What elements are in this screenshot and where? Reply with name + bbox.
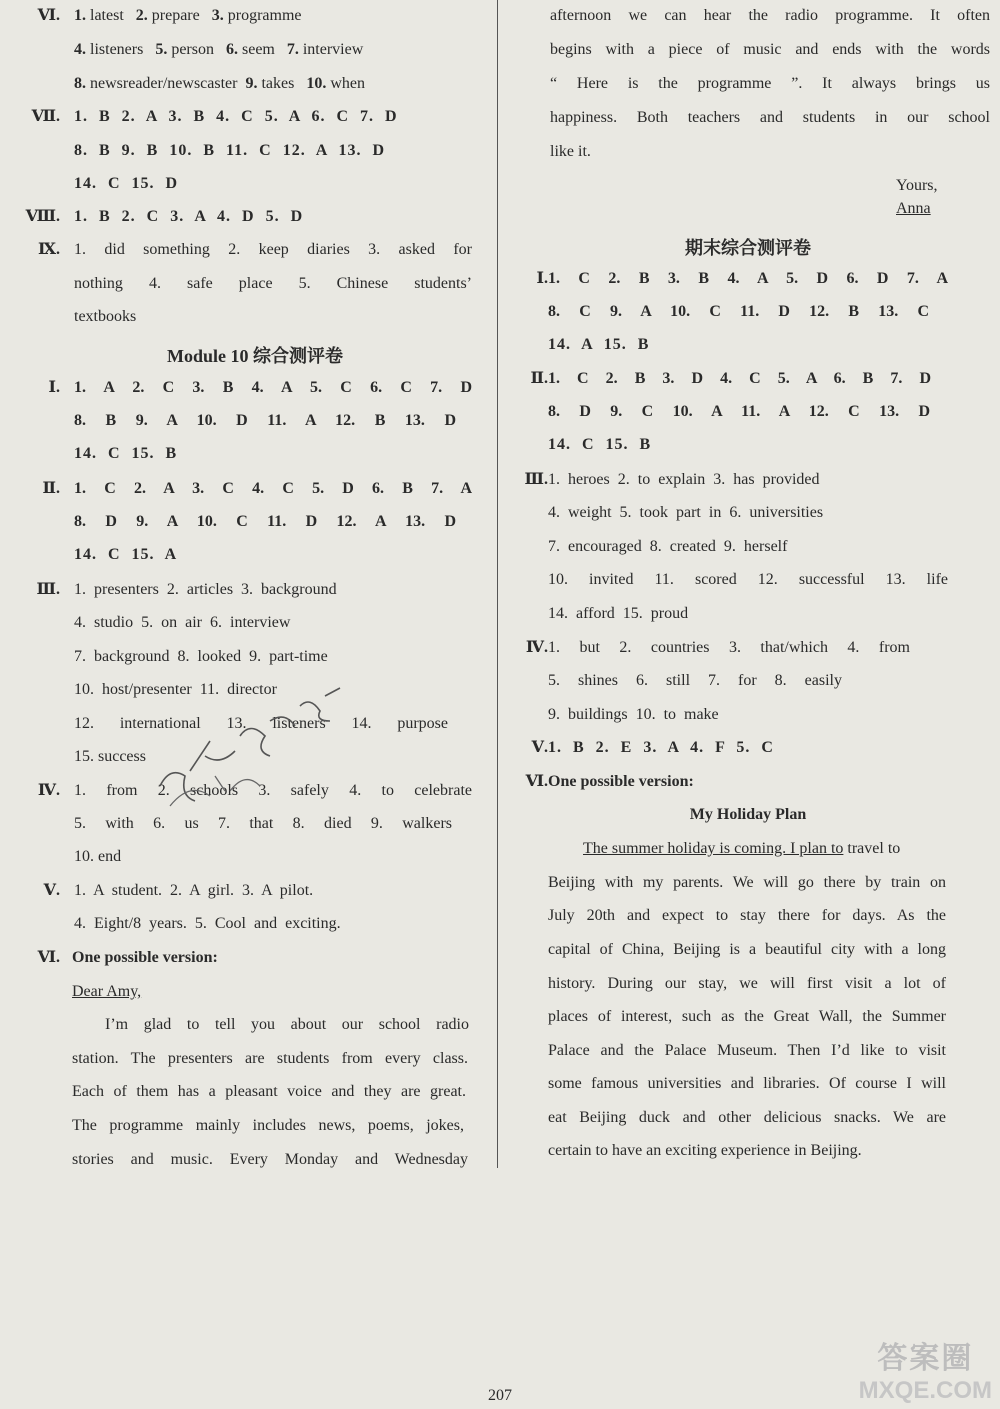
answer-line: 4. weight 5. took part in 6. universities <box>548 504 824 521</box>
answer-line: 8. D 9. C 10. A 11. A 12. C 13. D <box>548 403 930 420</box>
essay-line: Beijing with my parents. We will go there by train on <box>548 874 946 891</box>
answer-line: 1. heroes 2. to explain 3. has provided <box>548 471 820 488</box>
letter-line: The programme mainly includes news, poems, jokes, <box>72 1117 464 1134</box>
letter-line: Each of them has a pleasant voice and they are great. <box>72 1083 466 1100</box>
answer-line: 1. B 2. A 3. B 4. C 5. A 6. C 7. D <box>74 108 398 125</box>
letter-greeting: Dear Amy, <box>72 983 142 1000</box>
answer-line: 8. C 9. A 10. C 11. D 12. B 13. C <box>548 303 929 320</box>
answer-line: 1. C 2. A 3. C 4. C 5. D 6. B 7. A <box>74 480 472 497</box>
section-label: Ⅴ. <box>531 739 548 756</box>
letter-closing: Yours, <box>896 177 938 194</box>
essay-line: capital of China, Beijing is a beautiful city with a long <box>548 941 946 958</box>
letter-line: begins with a piece of music and ends with the words <box>550 41 990 58</box>
answer-line: 7. background 8. looked 9. part-time <box>74 648 328 665</box>
section-label: Ⅵ. <box>37 949 60 966</box>
answer-line: 15. success <box>74 748 146 765</box>
answer-line: 9. buildings 10. to make <box>548 706 719 723</box>
final-exam-title: 期末综合测评卷 <box>685 238 811 258</box>
answer-line: 7. encouraged 8. created 9. herself <box>548 538 788 555</box>
answer-line: 4. listeners 5. person 6. seem 7. interview <box>74 41 364 58</box>
answer-line: 1. did something 2. keep diaries 3. asked for <box>74 241 472 258</box>
page-number: 207 <box>488 1387 512 1404</box>
essay-line: eat Beijing duck and other delicious snacks. We are <box>548 1109 946 1126</box>
answer-line: 5. shines 6. still 7. for 8. easily <box>548 672 842 689</box>
section-heading: One possible version: <box>548 773 694 790</box>
essay-line: The summer holiday is coming. I plan to travel to <box>583 840 901 857</box>
section-label: Ⅳ. <box>37 782 60 799</box>
letter-signature: Anna <box>896 200 931 217</box>
answer-line: 14. C 15. D <box>74 175 179 192</box>
letter-line: like it. <box>550 143 591 160</box>
answer-line: 14. C 15. B <box>548 436 652 453</box>
answer-line: 12. international 13. listeners 14. purpose <box>74 715 448 732</box>
essay-line: history. During our stay, we will first visit a lot of <box>548 975 946 992</box>
answer-line: 14. afford 15. proud <box>548 605 689 622</box>
section-heading: One possible version: <box>72 949 218 966</box>
section-num <box>0 6 60 26</box>
essay-line: July 20th and expect to stay there for days. As the <box>548 907 946 924</box>
essay-line: places of interest, such as the Great Wall, the Summer <box>548 1008 946 1025</box>
answer-line: 14. C 15. B <box>74 445 178 462</box>
answer-line: 10. end <box>74 848 122 865</box>
answer-line: 8. B 9. A 10. D 11. A 12. B 13. D <box>74 412 456 429</box>
section-label: Ⅱ. <box>530 370 548 387</box>
answer-line: 14. A 15. B <box>548 336 650 353</box>
watermark-url: MXQE.COM <box>858 1377 992 1404</box>
handwriting-scribble <box>130 676 370 826</box>
section-label: Ⅵ. <box>525 773 548 790</box>
letter-line: happiness. Both teachers and students in our school <box>550 109 990 126</box>
answer-line: 1. presenters 2. articles 3. background <box>74 581 337 598</box>
answer-line: nothing 4. safe place 5. Chinese students’ <box>74 275 472 292</box>
section-label: Ⅳ. <box>525 639 548 656</box>
letter-line: “ Here is the programme ”. It always brings us <box>550 75 990 92</box>
answer-line: 8. newsreader/newscaster 9. takes 10. when <box>74 75 366 92</box>
answer-line: 1. C 2. B 3. D 4. C 5. A 6. B 7. D <box>548 370 931 387</box>
letter-line: stories and music. Every Monday and Wednesday <box>72 1151 468 1168</box>
answer-line: 8. B 9. B 10. B 11. C 12. A 13. D <box>74 142 386 159</box>
section-label: Ⅱ. <box>42 480 60 497</box>
letter-line: station. The presenters are students from every class. <box>72 1050 468 1067</box>
answer-line: 10. invited 11. scored 12. successful 13. life <box>548 571 948 588</box>
answer-line: 1. B 2. C 3. A 4. D 5. D <box>74 208 304 225</box>
essay-title: My Holiday Plan <box>689 806 807 823</box>
section-label: Ⅸ. <box>37 241 60 258</box>
underlined-phrase: The summer holiday is coming. I plan to <box>583 840 844 857</box>
answer-line: 1. A student. 2. A girl. 3. A pilot. <box>74 882 314 899</box>
section-label: Ⅲ. <box>524 471 548 488</box>
answer-line: 8. D 9. A 10. C 11. D 12. A 13. D <box>74 513 456 530</box>
answer-line: 14. C 15. A <box>74 546 178 563</box>
watermark <box>859 1333 992 1405</box>
answer-line: 1. but 2. countries 3. that/which 4. from <box>548 639 910 656</box>
essay-line: Palace and the Palace Museum. Then I’d like to visit <box>548 1042 946 1059</box>
answer-line: textbooks <box>74 308 137 325</box>
section-label: Ⅶ. <box>31 108 60 125</box>
essay-line: some famous universities and libraries. Of course I will <box>548 1075 946 1092</box>
section-label: Ⅵ. <box>37 7 60 24</box>
answer-line: 1. from 2. schools 3. safely 4. to celebrate <box>74 782 472 799</box>
watermark-logo-text: 答案圈 <box>877 1342 974 1375</box>
section-label: Ⅰ. <box>48 379 60 396</box>
section-label: Ⅴ. <box>43 882 60 899</box>
answer-line: 10. host/presenter 11. director <box>74 681 277 698</box>
module10-title: Module 10 综合测评卷 <box>166 346 343 366</box>
section-label: Ⅰ. <box>536 270 548 287</box>
answer-line: 5. with 6. us 7. that 8. died 9. walkers <box>74 815 452 832</box>
answer-line: 1. latest 2. prepare 3. programme <box>74 7 302 24</box>
answer-line: 1. C 2. B 3. B 4. A 5. D 6. D 7. A <box>548 270 948 287</box>
letter-line: afternoon we can hear the radio programme. It often <box>550 7 990 24</box>
section-label: Ⅷ. <box>25 208 60 225</box>
section-label: Ⅲ. <box>36 581 60 598</box>
letter-line: I’m glad to tell you about our school radio <box>105 1016 469 1033</box>
answer-line: 1. B 2. E 3. A 4. F 5. C <box>548 739 774 756</box>
answer-line: 4. studio 5. on air 6. interview <box>74 614 291 631</box>
answer-line: 4. Eight/8 years. 5. Cool and exciting. <box>74 915 341 932</box>
column-divider <box>497 0 498 1168</box>
essay-line: certain to have an exciting experience in Beijing. <box>548 1142 862 1159</box>
answer-line: 1. A 2. C 3. B 4. A 5. C 6. C 7. D <box>74 379 472 396</box>
